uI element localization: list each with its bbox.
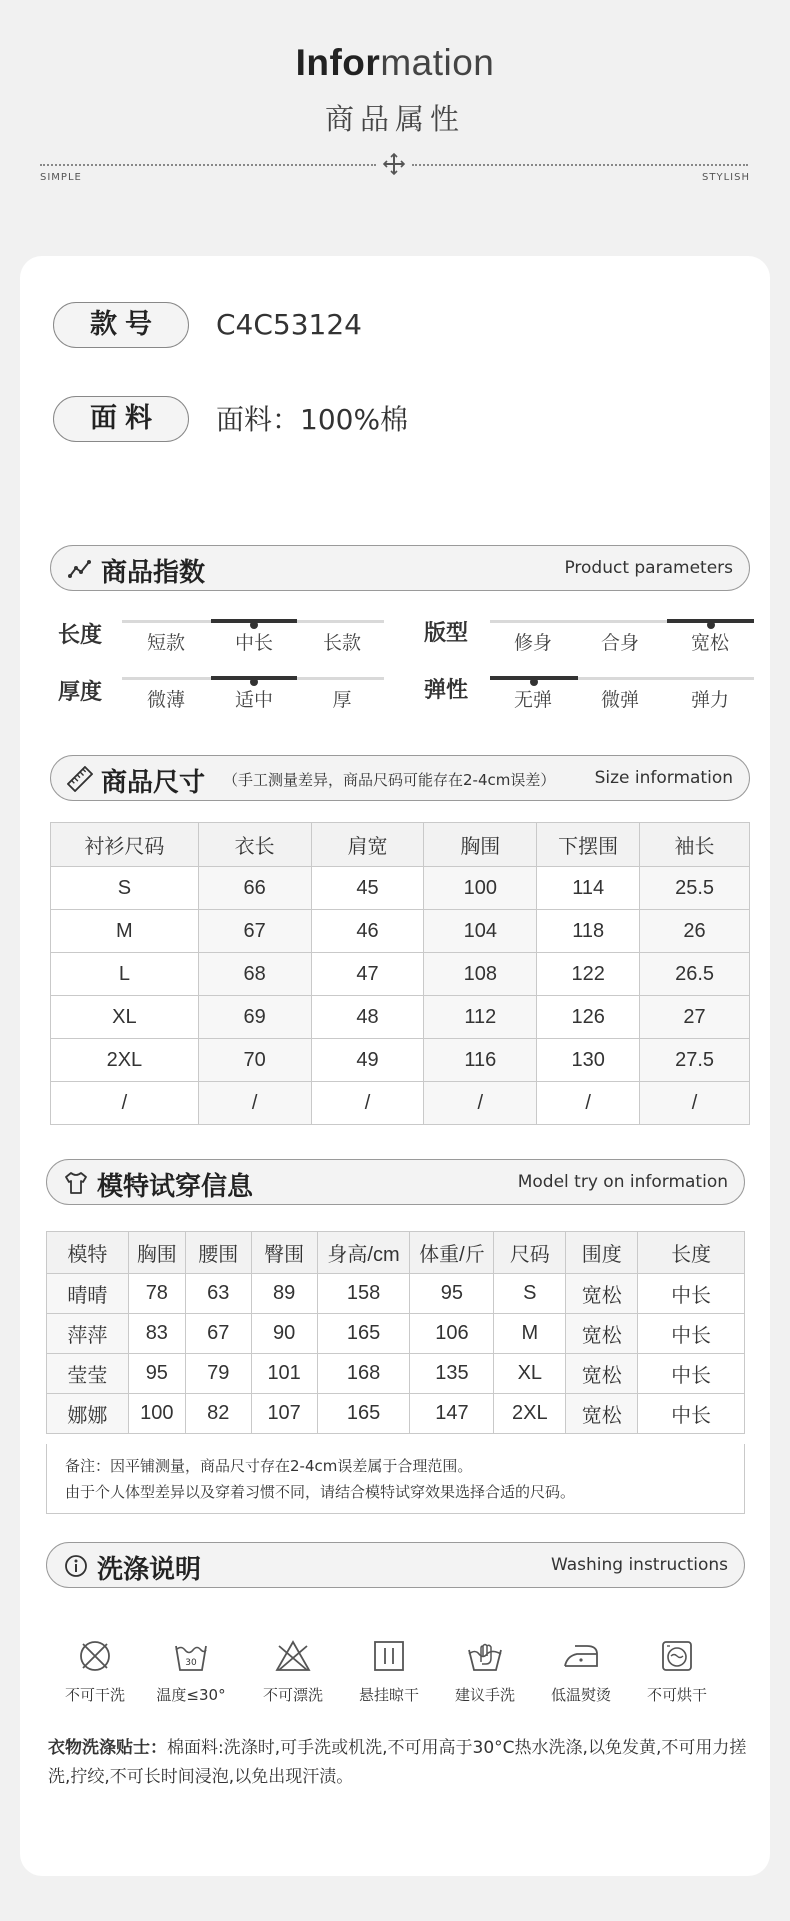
- size-info-note: （手工测量差异，商品尺码可能存在2-4cm误差）: [223, 771, 556, 789]
- stylish-tag: STYLISH: [702, 172, 750, 183]
- size-cell: 46: [311, 910, 424, 953]
- thickness-option: 适中: [234, 689, 273, 711]
- size-cell: XL: [51, 996, 199, 1039]
- washing-header: [46, 1542, 745, 1588]
- model-col-header: 尺码: [494, 1232, 566, 1274]
- size-cell: 104: [424, 910, 537, 953]
- model-table: [46, 1231, 745, 1434]
- table-row: [51, 1082, 750, 1125]
- table-row: [47, 1354, 745, 1394]
- size-cell: 66: [198, 867, 311, 910]
- fit-option: 合身: [600, 632, 639, 654]
- page-title: Information: [295, 42, 495, 83]
- table-row: [47, 1314, 745, 1354]
- fabric-label: 面料: [53, 396, 189, 442]
- simple-tag: SIMPLE: [40, 172, 82, 183]
- table-row: [51, 910, 750, 953]
- size-cell: /: [640, 1082, 750, 1125]
- size-cell: 116: [424, 1039, 537, 1082]
- size-cell: 49: [311, 1039, 424, 1082]
- product-index-title: 商品指数: [101, 558, 206, 588]
- wash-label: 不可漂洗: [262, 1686, 323, 1704]
- size-cell: 69: [198, 996, 311, 1039]
- wash-30-icon: [171, 1636, 211, 1676]
- model-col-header: 体重/斤: [410, 1232, 494, 1274]
- model-cell: 82: [185, 1394, 251, 1434]
- model-cell: 106: [410, 1314, 494, 1354]
- wash-item: [536, 1636, 626, 1705]
- model-cell: 147: [410, 1394, 494, 1434]
- washing-tips-label: 衣物洗涤贴士：: [48, 1738, 167, 1758]
- model-cell: 2XL: [494, 1394, 566, 1434]
- divider-left: [40, 164, 376, 166]
- page-subtitle: 商品属性: [324, 102, 465, 136]
- model-cell: M: [494, 1314, 566, 1354]
- size-cell: 70: [198, 1039, 311, 1082]
- wash-item: [344, 1636, 434, 1705]
- washing-tips-text: 棉面料:洗涤时,可手洗或机洗,不可用高于30°C热水洗涤,以免发黄,不可用力搓洗,拧绞,不可长时间浸泡,以免出现汗渍。: [48, 1738, 747, 1787]
- length-option: 长款: [322, 632, 361, 654]
- model-cell: 95: [128, 1354, 185, 1394]
- wash-item: [248, 1636, 338, 1705]
- model-cell: 165: [317, 1314, 410, 1354]
- size-cell: 100: [424, 867, 537, 910]
- size-cell: 108: [424, 953, 537, 996]
- table-row: [51, 996, 750, 1039]
- wash-label: 温度≤30°: [156, 1686, 226, 1704]
- size-cell: S: [51, 867, 199, 910]
- size-info-en: Size information: [594, 768, 733, 788]
- wash-label: 不可烘干: [646, 1686, 707, 1704]
- model-col-header: 模特: [47, 1232, 129, 1274]
- wash-item: [146, 1636, 236, 1705]
- size-cell: 112: [424, 996, 537, 1039]
- model-info-en: Model try on information: [517, 1172, 728, 1192]
- size-table-header: [51, 823, 750, 867]
- svg-text:30: 30: [185, 1658, 197, 1668]
- model-col-header: 腰围: [185, 1232, 251, 1274]
- no-dry-clean-icon: [75, 1636, 115, 1676]
- no-bleach-icon: [273, 1636, 313, 1676]
- length-option: 中长: [234, 632, 273, 654]
- model-cell: 101: [251, 1354, 317, 1394]
- model-col-header: 臀围: [251, 1232, 317, 1274]
- size-col-header: 衣长: [198, 823, 311, 867]
- wash-label: 悬挂晾干: [358, 1686, 419, 1704]
- table-row: [51, 867, 750, 910]
- model-cell: 95: [410, 1274, 494, 1314]
- product-index-en: Product parameters: [564, 558, 733, 578]
- model-cell: 莹莹: [47, 1354, 129, 1394]
- model-cell: 宽松: [566, 1354, 638, 1394]
- model-cell: 135: [410, 1354, 494, 1394]
- size-cell: /: [198, 1082, 311, 1125]
- wash-label: 建议手洗: [454, 1686, 515, 1704]
- wash-item: [50, 1636, 140, 1705]
- size-cell: 2XL: [51, 1039, 199, 1082]
- size-cell: 67: [198, 910, 311, 953]
- table-row: [51, 1039, 750, 1082]
- model-cell: 78: [128, 1274, 185, 1314]
- fabric-value: 面料：100%棉: [216, 403, 409, 436]
- elasticity-option: 微弹: [600, 689, 639, 711]
- fit-option: 宽松: [690, 632, 729, 654]
- trend-line-icon: [67, 556, 93, 582]
- table-row: [51, 953, 750, 996]
- elasticity-option: 无弹: [513, 689, 552, 711]
- size-cell: 45: [311, 867, 424, 910]
- size-info-title: 商品尺寸: [101, 768, 206, 798]
- remark-line: 由于个人体型差异以及穿着习惯不同，请结合模特试穿效果选择合适的尺码。: [65, 1483, 576, 1501]
- model-cell: 107: [251, 1394, 317, 1434]
- model-cell: 中长: [638, 1394, 745, 1434]
- size-cell: 68: [198, 953, 311, 996]
- size-cell: /: [424, 1082, 537, 1125]
- ruler-icon: [67, 766, 93, 792]
- length-option: 短款: [146, 632, 185, 654]
- model-col-header: 身高/cm: [317, 1232, 410, 1274]
- model-cell: 168: [317, 1354, 410, 1394]
- thickness-option: 微薄: [146, 689, 185, 711]
- thickness-label: 厚度: [58, 680, 103, 705]
- size-col-header: 下摆围: [537, 823, 640, 867]
- size-cell: /: [311, 1082, 424, 1125]
- size-info-header: [50, 755, 750, 801]
- model-cell: 宽松: [566, 1394, 638, 1434]
- model-cell: 89: [251, 1274, 317, 1314]
- washing-en: Washing instructions: [550, 1555, 728, 1575]
- size-cell: 130: [537, 1039, 640, 1082]
- elasticity-option: 弹力: [690, 689, 729, 711]
- model-col-header: 长度: [638, 1232, 745, 1274]
- product-index-header: [50, 545, 750, 591]
- model-cell: S: [494, 1274, 566, 1314]
- size-col-header: 袖长: [640, 823, 750, 867]
- cross-ornament-icon: [382, 152, 406, 176]
- size-cell: 27.5: [640, 1039, 750, 1082]
- size-col-header: 胸围: [424, 823, 537, 867]
- model-cell: 中长: [638, 1274, 745, 1314]
- model-table-header: [47, 1232, 745, 1274]
- model-cell: 中长: [638, 1354, 745, 1394]
- wash-item: [440, 1636, 530, 1705]
- model-cell: 娜娜: [47, 1394, 129, 1434]
- size-cell: L: [51, 953, 199, 996]
- info-circle-icon: [63, 1553, 89, 1579]
- model-col-header: 胸围: [128, 1232, 185, 1274]
- size-cell: 47: [311, 953, 424, 996]
- size-col-header: 肩宽: [311, 823, 424, 867]
- thickness-option: 厚: [332, 689, 352, 711]
- size-cell: 26: [640, 910, 750, 953]
- divider-right: [412, 164, 748, 166]
- model-cell: 萍萍: [47, 1314, 129, 1354]
- size-table: [50, 822, 750, 1125]
- model-cell: 90: [251, 1314, 317, 1354]
- size-cell: 118: [537, 910, 640, 953]
- style-number-label: 款号: [53, 302, 189, 348]
- hand-wash-icon: [465, 1636, 505, 1676]
- model-remark: [46, 1444, 745, 1514]
- size-cell: 122: [537, 953, 640, 996]
- wash-item: [632, 1636, 722, 1705]
- model-cell: 宽松: [566, 1274, 638, 1314]
- tshirt-icon: [63, 1170, 89, 1196]
- wash-label: 不可干洗: [64, 1686, 125, 1704]
- model-cell: 83: [128, 1314, 185, 1354]
- low-iron-icon: [561, 1636, 601, 1676]
- washing-tips: [48, 1734, 760, 1792]
- model-cell: 165: [317, 1394, 410, 1434]
- model-cell: 宽松: [566, 1314, 638, 1354]
- size-cell: 27: [640, 996, 750, 1039]
- size-cell: 114: [537, 867, 640, 910]
- style-number-value: C4C53124: [216, 308, 362, 341]
- model-cell: 晴晴: [47, 1274, 129, 1314]
- model-cell: 67: [185, 1314, 251, 1354]
- hang-dry-icon: [369, 1636, 409, 1676]
- size-col-header: 衬衫尺码: [51, 823, 199, 867]
- model-cell: 100: [128, 1394, 185, 1434]
- wash-label: 低温熨烫: [550, 1686, 611, 1704]
- table-row: [47, 1274, 745, 1314]
- fit-option: 修身: [513, 632, 552, 654]
- size-cell: M: [51, 910, 199, 953]
- size-cell: 26.5: [640, 953, 750, 996]
- table-row: [47, 1394, 745, 1434]
- model-cell: 79: [185, 1354, 251, 1394]
- size-cell: /: [51, 1082, 199, 1125]
- size-cell: 126: [537, 996, 640, 1039]
- size-cell: /: [537, 1082, 640, 1125]
- model-cell: 中长: [638, 1314, 745, 1354]
- model-cell: XL: [494, 1354, 566, 1394]
- model-info-header: [46, 1159, 745, 1205]
- model-col-header: 围度: [566, 1232, 638, 1274]
- length-label: 长度: [58, 623, 103, 648]
- model-cell: 158: [317, 1274, 410, 1314]
- fit-label: 版型: [424, 621, 469, 646]
- elasticity-label: 弹性: [424, 678, 469, 703]
- size-cell: 48: [311, 996, 424, 1039]
- model-cell: 63: [185, 1274, 251, 1314]
- model-info-title: 模特试穿信息: [97, 1172, 254, 1202]
- size-cell: 25.5: [640, 867, 750, 910]
- remark-line: 备注：因平铺测量，商品尺寸存在2-4cm误差属于合理范围。: [65, 1457, 473, 1475]
- no-tumble-dry-icon: [657, 1636, 697, 1676]
- washing-title: 洗涤说明: [97, 1555, 202, 1585]
